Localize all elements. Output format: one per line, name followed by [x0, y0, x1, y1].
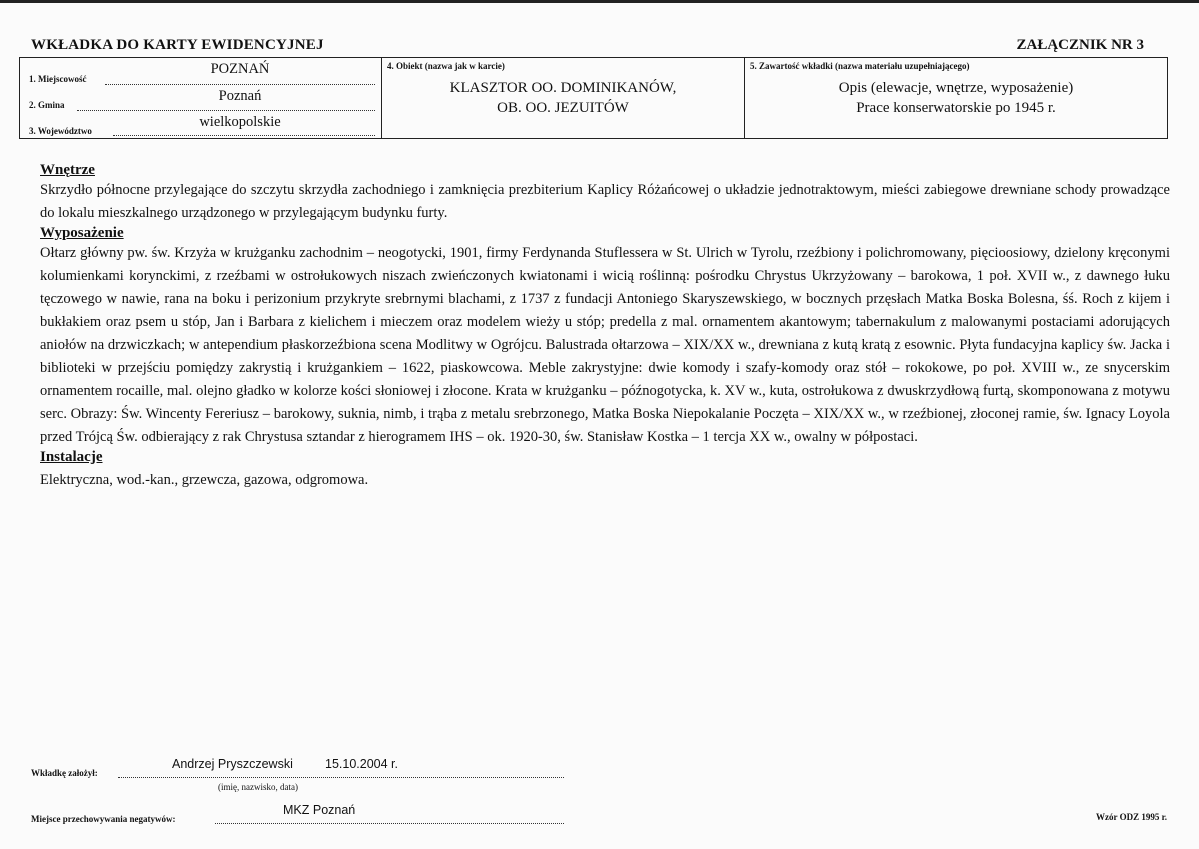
interior-heading: Wnętrze [40, 162, 95, 178]
document-title: WKŁADKA DO KARTY EWIDENCYJNEJ [31, 37, 324, 53]
commune-label: 2. Gmina [29, 100, 65, 110]
object-name-line1: KLASZTOR OO. DOMINIKANÓW, [449, 80, 677, 96]
contents-line1: Opis (elewacje, wnętrze, wyposażenie) [838, 80, 1074, 96]
locality-label: 1. Miejscowość [29, 74, 87, 84]
installations-heading: Instalacje [40, 449, 103, 465]
founder-dotted-line [118, 776, 564, 778]
form-model-label: Wzór ODZ 1995 r. [1096, 812, 1167, 822]
voivodeship-dotted-line [113, 134, 375, 136]
annex-number: ZAŁĄCZNIK NR 3 [1016, 37, 1144, 53]
commune-dotted-line [77, 109, 375, 111]
contents-line2: Prace konserwatorskie po 1945 r. [856, 100, 1056, 116]
commune-value: Poznań [218, 88, 262, 104]
interior-text: Skrzydło północne przylegające do szczytu skrzydła zachodniego i zamknięcia prezbiterium Kaplicy Różańcowej o układzie jednotraktowym, mieści zabiegowe drewniane schody prowadzące do lokalu mieszkalnego urządzonego w przylegającym budynku furty. [40, 182, 1170, 221]
header-fields-table [19, 57, 1168, 139]
voivodeship-label: 3. Województwo [29, 126, 92, 136]
description-body [40, 162, 1170, 492]
contents-cell [745, 58, 1167, 138]
storage-dotted-line [215, 822, 564, 824]
locality-value: POZNAŃ [210, 61, 270, 77]
contents-label: 5. Zawartość wkładki (nazwa materiału uzupełniającego) [750, 61, 970, 71]
object-cell [382, 58, 745, 138]
founder-label: Wkładkę założył: [31, 768, 98, 778]
installations-text: Elektryczna, wod.-kan., grzewcza, gazowa, odgromowa. [40, 472, 369, 488]
locality-dotted-line [105, 83, 375, 85]
voivodeship-value: wielkopolskie [199, 114, 281, 130]
furnishing-text: Ołtarz główny pw. św. Krzyża w krużganku zachodnim – neogotycki, 1901, firmy Ferdynanda Stuflessera w St. Ulrich w Tyrolu, rzeźbiony i polichromowany, pięcioosiowy, dzielony kręconymi kolumienkami korynckimi, z rzeźbami w ostrołukowych niszach zwieńczonych kwiatonami i wicią roślinną: pośrodku Chrystus Ukrzyżowany – barokowa, 1 poł. XVII w., z dawnego łuku tęczowego w nawie, rana na boku i perizonium przykryte srebrnymi blachami, z 1737 z fundacji Antoniego Skaryszewskiego, w bocznych przęsłach Matka Boska Bolesna, śś. Roch z kijem i bukłakiem oraz psem u stóp, Jan i Barbara z kielichem i mieczem oraz modelem wieży u stóp; predella z mal. ornamentem akantowym; tabernakulum z malowanymi postaciami adorujących aniołów na drzwiczkach; w antependium płaskorzeźbiona scena Modlitwy w Ogrójcu. Balustrada ołtarzowa – XIX/XX w., drewniana z kutą kratą z esownic. Płyta fundacyjna kaplicy św. Jacka i biblioteki w przejściu pomiędzy zakrystią i krużgankiem – 1622, piaskowcowa. Meble zakrystyjne: dwie komody i szafy-komody oraz stół – rokokowe, po poł. XVIII w., ze snycerskim ornamentem rocaille, mal. olejno gładko w kolorze kości słoniowej i złocone. Krata w krużganku – późnogotycka, k. XV w., kuta, ostrołukowa z dwuskrzydłową furtą, skomponowana z motywu serc. Obrazy: Św. Wincenty Fereriusz – barokowy, suknia, nimb, i trąba z metalu srebrzonego, Matka Boska Niepokalanie Poczęta – XIX/XX w., w rzeźbionej, złoconej ramie, św. Ignacy Loyola przed Trójcą Św. odbierający z rak Chrystusa sztandar z hierogramem IHS – ok. 1920-30, św. Stanisław Kostka – 1 tercja XX w., owalny w półpostaci. [40, 245, 1170, 445]
storage-label: Miejsce przechowywania negatywów: [31, 814, 176, 824]
founder-field-note: (imię, nazwisko, data) [218, 782, 298, 792]
storage-value: MKZ Poznań [283, 803, 356, 817]
object-label: 4. Obiekt (nazwa jak w karcie) [387, 61, 505, 71]
furnishing-heading: Wyposażenie [40, 225, 124, 241]
location-cell [20, 58, 382, 138]
top-border-line [0, 0, 1199, 3]
object-name-line2: OB. OO. JEZUITÓW [497, 100, 629, 116]
founder-date: 15.10.2004 r. [325, 757, 398, 771]
founder-name: Andrzej Pryszczewski [172, 757, 293, 771]
